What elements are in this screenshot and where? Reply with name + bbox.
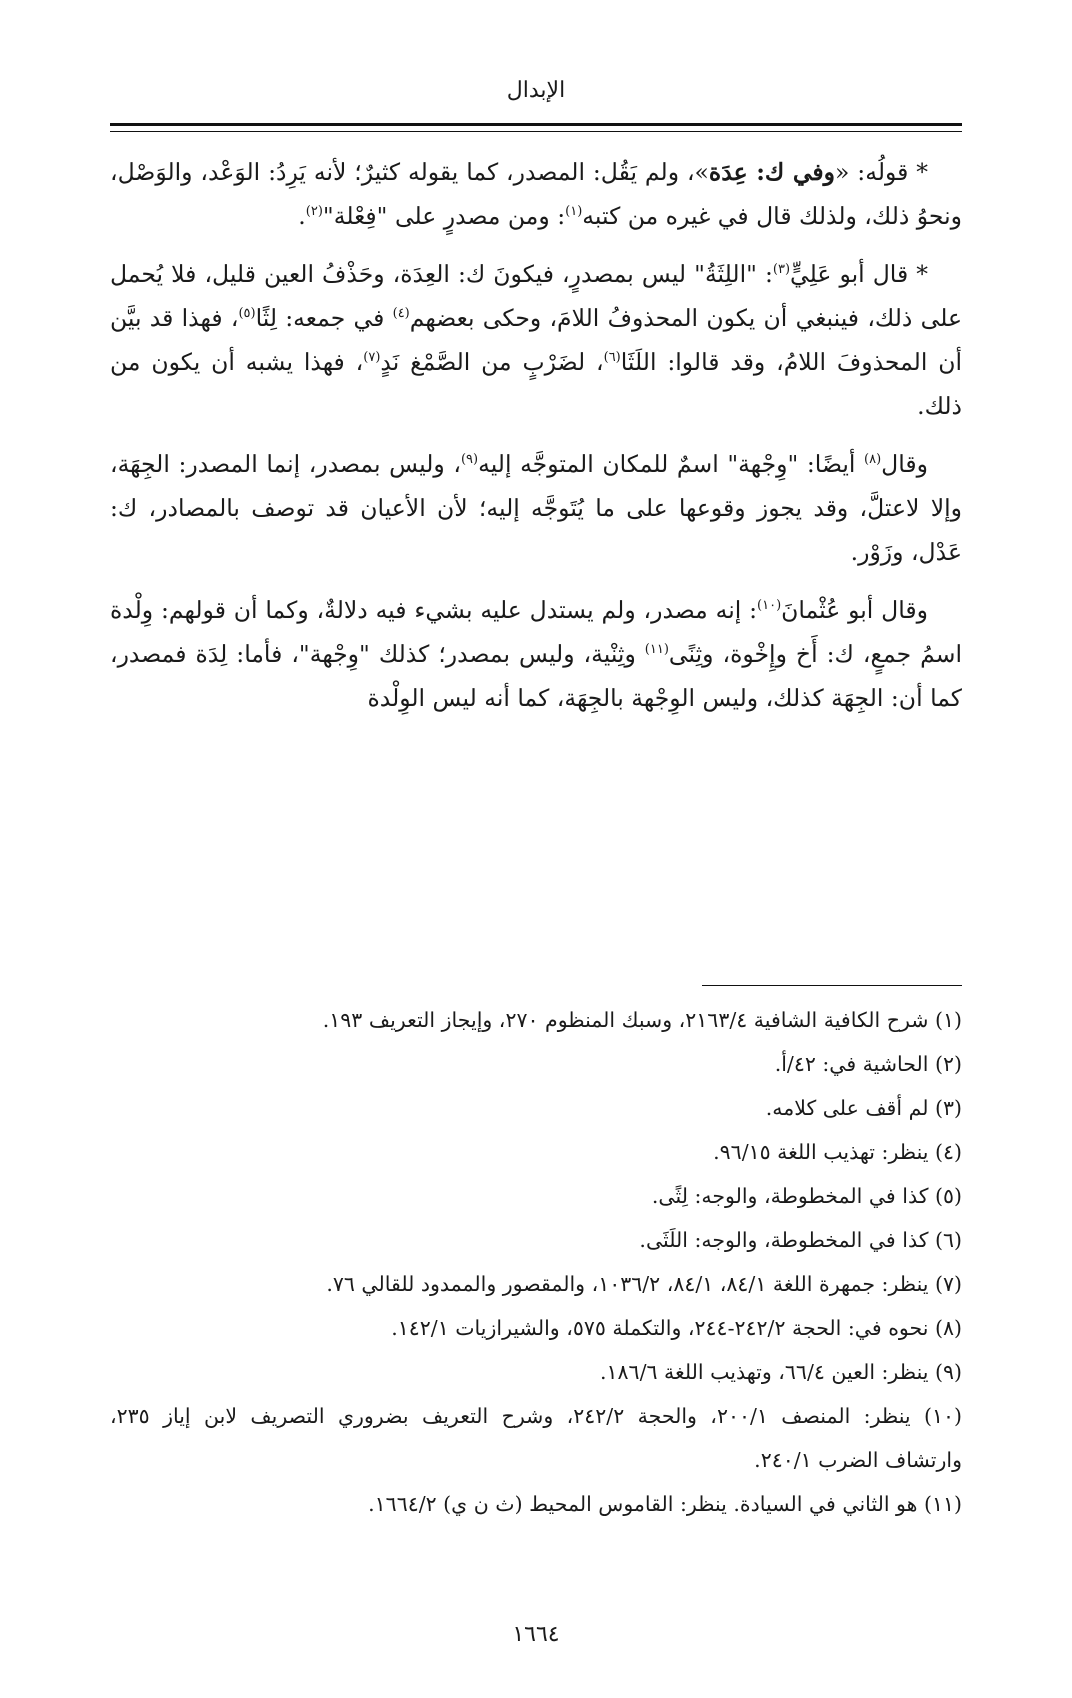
footnote-3: (٣) لم أقف على كلامه. <box>765 1096 962 1120</box>
footnote-8: (٨) نحوه في: الحجة ٢٤٢/٢-٢٤٤، والتكملة ٥٧٥، والشيرازيات ١٤٢/١. <box>391 1316 962 1340</box>
footnote-separator <box>702 985 962 986</box>
header-rule-thin <box>110 131 962 132</box>
footnote-ref-4[interactable]: (٤) <box>392 306 410 322</box>
para3-text-b: أيضًا: "وِجْهة" اسمٌ للمكان المتوجَّه إليه <box>478 450 865 478</box>
footnote-10: (١٠) ينظر: المنصف ٢٠٠/١، والحجة ٢٤٢/٢، وشرح التعريف بضروري التصريف لابن إياز ٢٣٥، وارتشاف الضرب ٢٤٠/١. <box>110 1404 963 1472</box>
footnote-1: (١) شرح الكافية الشافية ٢١٦٣/٤، وسبك المنظوم ٢٧٠، وإيجاز التعريف ١٩٣. <box>322 1008 962 1032</box>
footnote-ref-10[interactable]: (١٠) <box>757 598 782 614</box>
footnotes <box>110 998 962 1526</box>
para1-lead: * قولُه: « <box>835 158 928 186</box>
para1-text-a: »، ولم يَقُل: المصدر، كما يقوله كثيرٌ؛ لأنه يَرِدُ: الوَعْد، والوَصْل، ونحوُ ذلك، ولذلك قال في غيره من كتبه <box>110 158 962 230</box>
para3-text-c: ، وليس بمصدر، إنما المصدر: الجِهَة، وإلا لاعتلَّ، وقد يجوز وقوعها على ما يُتَوجَّه إليه؛ لأن الأعيان قد توصف بالمصادر، ك: عَدْل، وزَوْر. <box>110 450 962 566</box>
paragraph-4 <box>110 588 962 720</box>
para2-text-c: في جمعه: لِثًا <box>255 304 393 332</box>
para4-text-c: وثِنْية، وليس بمصدر؛ كذلك "وِجْهة"، فأما: لِدَة فمصدر، كما أن: الجِهَة كذلك، وليس الوِجْهة بالجِهَة، كما أنه ليس الوِلْدة <box>110 640 962 712</box>
footnote-ref-3[interactable]: (٣) <box>772 262 791 278</box>
para4-text-b: : إنه مصدر، ولم يستدل عليه بشيء فيه دلالةٌ، وكما أن قولهم: وِلْدة اسمُ جمعٍ، ك: أَخ وإِخْوة، وثِنًى <box>110 596 962 668</box>
running-title: الإبدال <box>506 78 566 103</box>
footnote-2: (٢) الحاشية في: ٤٢/أ. <box>774 1052 962 1076</box>
header-rule-thick <box>110 123 962 126</box>
footnote-ref-6[interactable]: (٦) <box>603 350 621 366</box>
footnote-9: (٩) ينظر: العين ٦٦/٤، وتهذيب اللغة ١٨٦/٦. <box>600 1360 962 1384</box>
footnote-5: (٥) كذا في المخطوطة، والوجه: لِثًى. <box>651 1184 962 1208</box>
footnote-ref-8[interactable]: (٨) <box>864 452 882 468</box>
footnote-11: (١١) هو الثاني في السيادة. ينظر: القاموس المحيط (ث ن ي) ١٦٦٤/٢. <box>368 1492 962 1516</box>
para4-text-a: وقال أبو عُثْمانَ <box>781 596 928 624</box>
footnote-6: (٦) كذا في المخطوطة، والوجه: اللَثَى. <box>639 1228 962 1252</box>
para1-text-b: : ومن مصدرٍ على "فِعْلة" <box>322 202 566 230</box>
para2-text-f: ، فهذا يشبه أن يكون من ذلك. <box>110 348 962 420</box>
footnote-ref-2[interactable]: (٢) <box>305 204 323 220</box>
para2-text-e: ، لضَرْبٍ من الصَّمْغ نَدٍ <box>380 348 604 376</box>
para2-text-d: ، فهذا قد بيَّن أن المحذوفَ اللامُ، وقد قالوا: اللَثَا <box>110 304 963 376</box>
footnote-ref-7[interactable]: (٧) <box>363 350 381 366</box>
para1-quote: وفي ك: عِدَة <box>708 158 836 186</box>
para2-text-b: : "اللِثَةُ" ليس بمصدرٍ، فيكونَ ك: العِدَة، وحَذْفُ العين قليل، فلا يُحمل على ذلك، فينبغي أن يكون المحذوفُ اللامَ، وحكى بعضهم <box>110 260 962 332</box>
footnote-4: (٤) ينظر: تهذيب اللغة ٩٦/١٥. <box>713 1140 962 1164</box>
paragraph-1 <box>110 150 962 238</box>
footnote-7: (٧) ينظر: جمهرة اللغة ٨٤/١، ٨٤/١، ١٠٣٦/٢، والمقصور والممدود للقالي ٧٦. <box>326 1272 962 1296</box>
para2-text-a: * قال أبو عَلِيٍّ <box>790 260 928 288</box>
paragraph-3 <box>110 442 962 574</box>
main-text <box>110 150 962 734</box>
para1-text-c: . <box>298 202 306 230</box>
page-number: ١٦٦٤ <box>512 1622 560 1647</box>
footnote-ref-5[interactable]: (٥) <box>238 306 256 322</box>
footnote-ref-1[interactable]: (١) <box>565 204 583 220</box>
para3-text-a: وقال <box>881 450 928 478</box>
footnote-ref-9[interactable]: (٩) <box>460 452 479 468</box>
paragraph-2 <box>110 252 962 428</box>
footnote-ref-11[interactable]: (١١) <box>644 642 669 658</box>
